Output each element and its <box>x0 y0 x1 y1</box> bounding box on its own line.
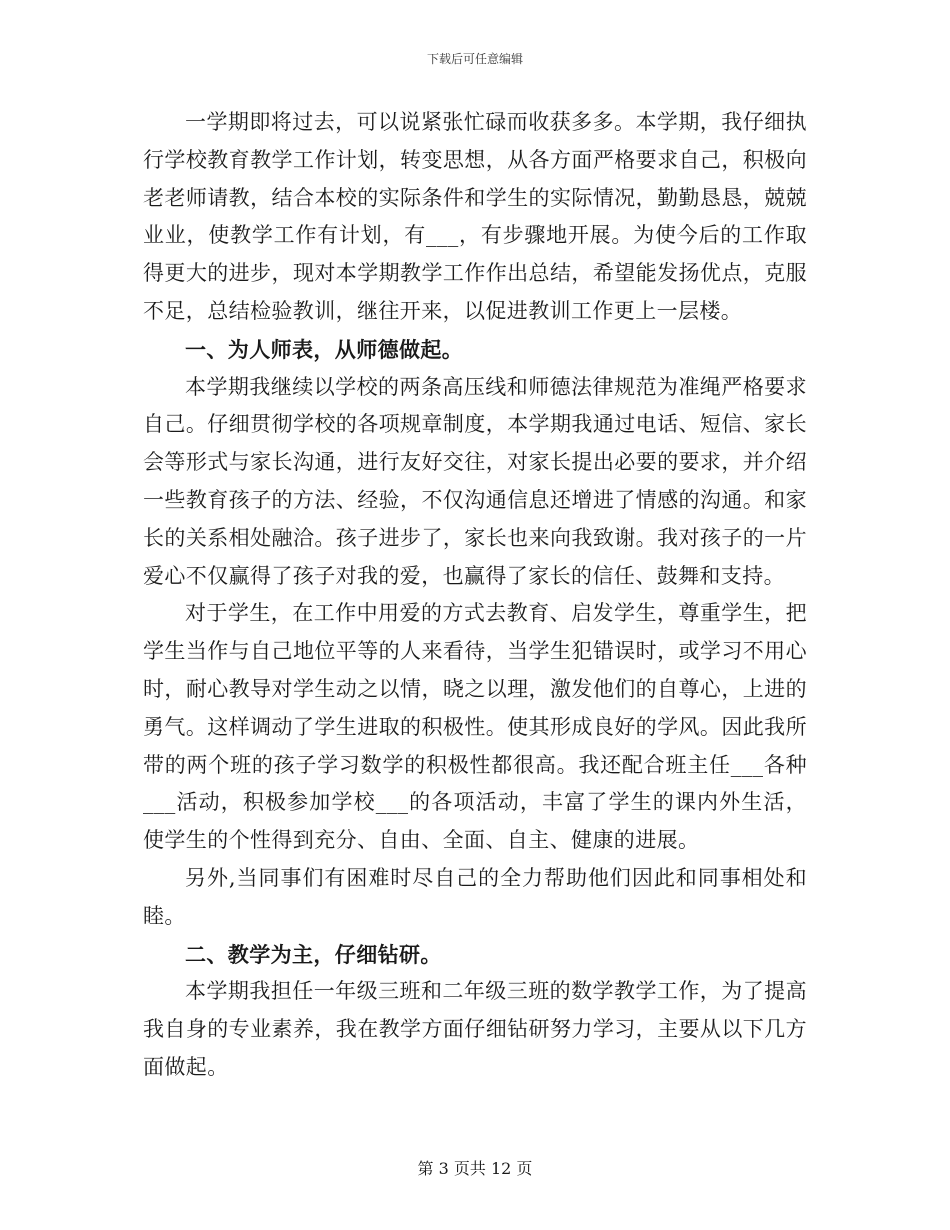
paragraph-teaching: 本学期我担任一年级三班和二年级三班的数学教学工作，为了提高我自身的专业素养，我在教学方面仔细钻研努力学习，主要从以下几方面做起。 <box>143 979 807 1079</box>
page-number: 第 3 页共 12 页 <box>417 1159 533 1178</box>
document-body <box>143 104 807 1087</box>
paragraph-intro: 一学期即将过去，可以说紧张忙碌而收获多多。本学期，我仔细执行学校教育教学工作计划，转变思想，从各方面严格要求自己，积极向老老师请教，结合本校的实际条件和学生的实际情况，勤勤恳恳，兢兢业业，使教学工作有计划，有___，有步骤地开展。为使今后的工作取得更大的进步，现对本学期教学工作作出总结，希望能发扬优点，克服不足，总结检验教训，继往开来，以促进教训工作更上一层楼。 <box>143 110 807 323</box>
page-header: 下载后可任意编辑 <box>426 52 523 66</box>
paragraph-students: 对于学生，在工作中用爱的方式去教育、启发学生，尊重学生，把学生当作与自己地位平等的人来看待，当学生犯错误时，或学习不用心时，耐心教导对学生动之以情，晓之以理，激发他们的自尊心，上进的勇气。这样调动了学生进取的积极性。使其形成良好的学风。因此我所带的两个班的孩子学习数学的积极性都很高。我还配合班主任___各种___活动，积极参加学校___的各项活动，丰富了学生的课内外生活，使学生的个性得到充分、自由、全面、自主、健康的进展。 <box>143 601 807 853</box>
section-heading-1: 一、为人师表，从师德做起。 <box>185 336 464 362</box>
paragraph-colleagues: 另外,当同事们有困难时尽自己的全力帮助他们因此和同事相处和睦。 <box>143 865 807 928</box>
section-heading-2: 二、教学为主，仔细钻研。 <box>185 941 442 967</box>
paragraph-ethics: 本学期我继续以学校的两条高压线和师德法律规范为准绳严格要求自己。仔细贯彻学校的各项规章制度，本学期我通过电话、短信、家长会等形式与家长沟通，进行友好交往，对家长提出必要的要求，并介绍一些教育孩子的方法、经验，不仅沟通信息还增进了情感的沟通。和家长的关系相处融洽。孩子进步了，家长也来向我致谢。我对孩子的一片爱心不仅赢得了孩子对我的爱，也赢得了家长的信任、鼓舞和支持。 <box>143 374 807 588</box>
